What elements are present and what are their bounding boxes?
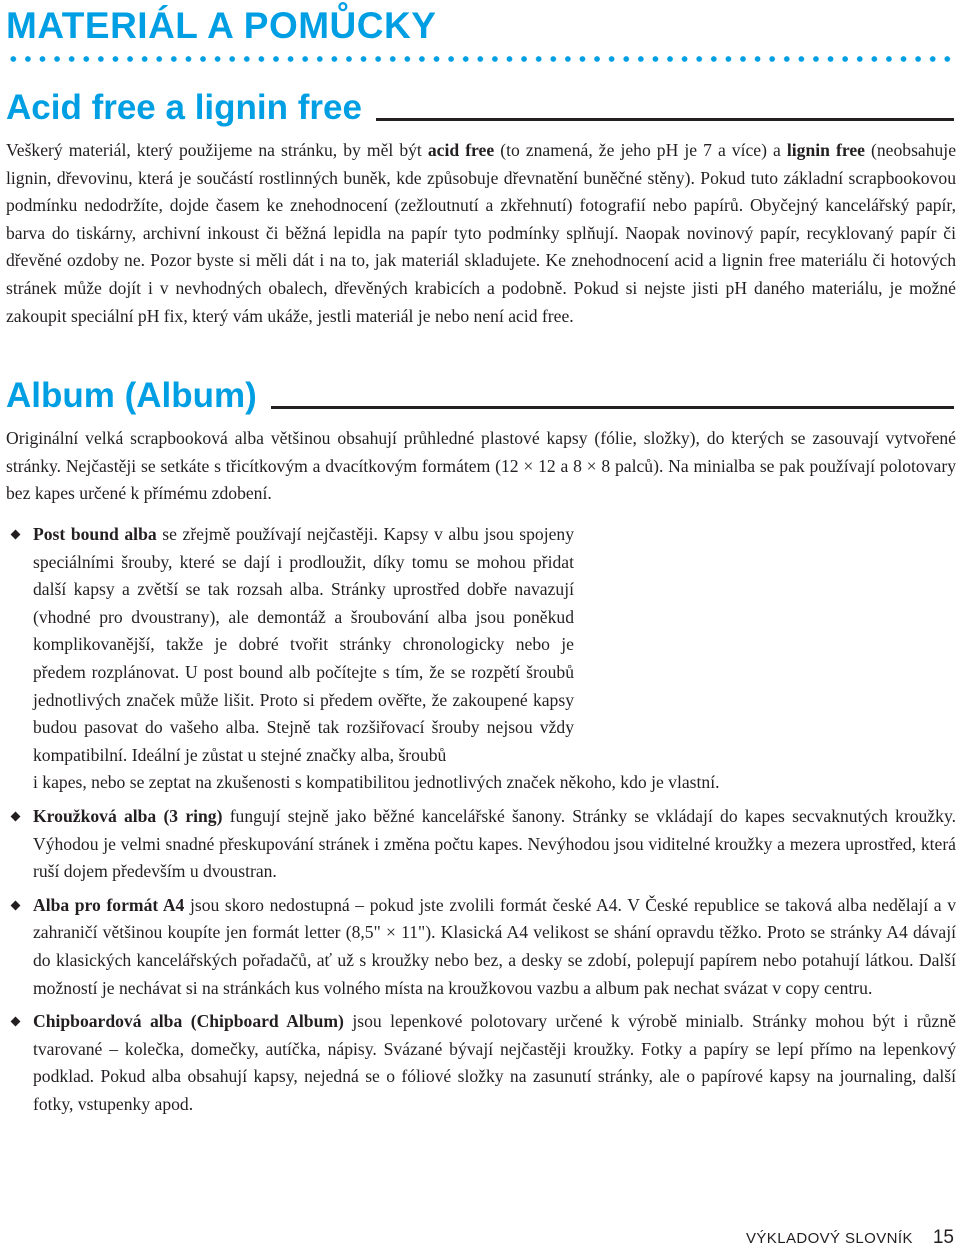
chapter-title: MATERIÁL A POMŮCKY	[6, 5, 437, 46]
list-item-text: se zřejmě používají nejčastěji. Kapsy v albu jsou spojeny speciálními šrouby, které se dají i prodloužit, díky tomu se mohou přidat další kapsy a zvětší se tak rozsah alba. Stránky uprostřed dobře navazují (vhodné pro dvoustrany), ale demontáž a šroubování alba jsou poněkud komplikovanější, takže je dobré tvořit stránky chronologicky nebo je předem rozplánovat. U post bound alb počítejte s tím, že se rozpětí šroubů jednotlivých značek může lišit. Proto si předem ověřte, že zakoupené kapsy budou pasovat do vašeho alba. Stejně tak rozšiřovací šrouby nejsou vždy kompatibilní. Ideální je zůstat u stejné značky alba, šroubů	[33, 524, 574, 765]
page-footer	[746, 1227, 954, 1249]
diamond-bullet-icon	[11, 530, 21, 540]
text-run: Veškerý materiál, který použijeme na stránku, by měl být	[6, 140, 428, 160]
list-item-body	[33, 521, 574, 769]
text-run: (neobsahuje lignin, dřevovinu, která je součástí rostlinných buněk, kde způsobuje dřevnatění buněčné stěny). Pokud tuto základní scrapbookovou podmínku nedodržíte, dojde časem ke znehodnocení (zežloutnutí a zkřehnutí) fotografií nebo papírů. Obyčejný kancelářský papír, barva do tiskárny, archivní inkoust či běžná lepidla na papír tyto podmínky splňují. Naopak novinový papír, recyklovaný papír či dřevěné ozdoby ne. Pozor byste si měli dát i na to, jak materiál skladujete. Ke znehodnocení acid a lignin free materiálu či hotových stránek může dojít i v nevhodných obalech, dřevěných krabicích a podobně. Pokud si nejste jisti pH daného materiálu, je možné zakoupit speciální pH fix, který vám ukáže, jestli materiál je nebo není acid free.	[6, 140, 957, 326]
list-item	[6, 1008, 956, 1118]
album-types-list	[6, 521, 956, 1118]
heading-rule	[376, 118, 954, 121]
section-title: Album (Album)	[6, 376, 257, 415]
album-intro-paragraph: Originální velká scrapbooková alba většinou obsahují průhledné plastové kapsy (fólie, složky), do kterých se zasouvají vytvořené stránky. Nejčastěji se setkáte s třicítkovým a dvacítkovým formátem (12 × 12 a 8 × 8 palců). Na minialba se pak používají polotovary bez kapes určené k přímému zdobení.	[6, 428, 956, 504]
diamond-bullet-icon	[11, 811, 21, 821]
list-item-text-continued: i kapes, nebo se zeptat na zkušenosti s kompatibilitou jednotlivých značek někoho, kdo je vlastní.	[33, 772, 720, 793]
text-run: (to znamená, že jeho pH je 7 a více) a	[494, 140, 787, 160]
term-lignin-free: lignin free	[786, 140, 865, 160]
list-item-term: Chipboardová alba (Chipboard Album)	[33, 1011, 344, 1032]
list-item	[6, 892, 956, 1002]
list-item	[6, 521, 956, 797]
list-item-text: fungují stejně jako běžné kancelářské šanony. Stránky se vkládají do kapes secvaknutých kroužky. Výhodou je velmi snadné přeskupování stránek i změna počtu kapes. Nevýhodou jsou viditelné kroužky a mezera uprostřed, která ruší dojem především u dvoustran.	[33, 805, 956, 882]
list-item	[6, 803, 956, 886]
footer-section-label: VÝKLADOVÝ SLOVNÍK	[745, 1230, 913, 1247]
page-number: 15	[932, 1227, 954, 1248]
diamond-bullet-icon	[11, 1017, 21, 1027]
list-item-term: Kroužková alba (3 ring)	[33, 805, 223, 826]
diamond-bullet-icon	[11, 900, 21, 910]
list-item-text: jsou lepenkové polotovary určené k výrobě minialb. Stránky mohou být i různě tvarované – kolečka, domečky, autíčka, nápisy. Svázané bývají nejčastěji kroužky. Fotky a papíry se lepí přímo na lepenkový podklad. Pokud alba obsahují kapsy, nejedná se o fóliové složky na zasunutí stránky, ale o papírové kapsy na journaling, další fotky, vstupenky apod.	[33, 1011, 956, 1114]
section-title: Acid free a lignin free	[6, 88, 362, 127]
list-item-term: Alba pro formát A4	[33, 894, 185, 915]
term-acid-free: acid free	[427, 140, 495, 160]
dotted-divider	[6, 54, 956, 64]
section-heading-album	[6, 372, 954, 416]
acid-free-paragraph	[6, 137, 956, 330]
list-item-text: jsou skoro nedostupná – pokud jste zvolili formát české A4. V České republice se taková alba nedělají a v zahraničí většinou koupíte jen formát letter (8,5" × 11"). Klasická A4 velikost se shání opravdu těžko. Proto se stránky A4 dávají do klasických kancelářských pořadačů, ať už s kroužky nebo bez, a desky se zdobí, polepují papírem nebo potahují látkou. Další možností je nechávat si na stránkách kus volného místa na kroužkovou vazbu a album pak nechat svázat v copy centru.	[33, 894, 956, 998]
section-heading-acid-free	[6, 84, 954, 128]
chapter-header	[6, 4, 956, 74]
list-item-term: Post bound alba	[33, 524, 157, 544]
heading-rule	[271, 406, 954, 409]
